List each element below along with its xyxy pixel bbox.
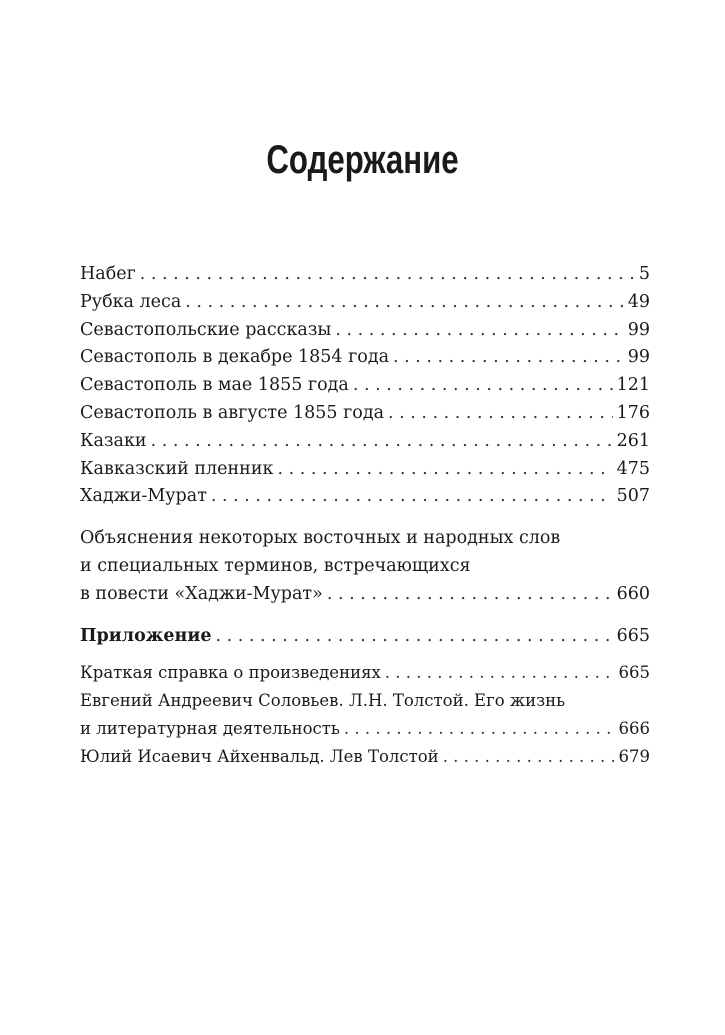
entry-title: Севастополь в декабре 1854 года: [80, 347, 390, 368]
entry-title: Рубка леса: [80, 291, 182, 312]
entry-page: 99: [627, 319, 650, 340]
entry-page: 666: [618, 718, 650, 738]
toc-entry[interactable]: [80, 486, 650, 514]
dot-leader: [388, 403, 613, 423]
entry-page: 121: [616, 375, 650, 396]
dot-leader: [277, 459, 612, 479]
toc-entry[interactable]: [80, 320, 650, 348]
dot-leader: [151, 431, 613, 451]
toc-entry[interactable]: [80, 691, 650, 747]
dot-leader: [140, 264, 635, 284]
toc-entry[interactable]: [80, 292, 650, 320]
dot-leader: [353, 375, 613, 395]
toc-entry[interactable]: [80, 347, 650, 375]
entry-title: Севастополь в августе 1855 года: [80, 402, 385, 423]
toc-entry[interactable]: [80, 431, 650, 459]
dot-leader: [393, 347, 624, 367]
entry-title: Юлий Исаевич Айхенвальд. Лев Толстой: [80, 746, 439, 766]
entry-title-line: в повести «Хаджи-Мурат»: [80, 583, 323, 604]
entry-page: 176: [616, 402, 650, 423]
entry-page: 5: [638, 264, 650, 284]
section-title: Приложение: [80, 625, 212, 646]
toc-section-appendix[interactable]: [80, 626, 650, 654]
entry-page: 660: [616, 583, 650, 604]
dot-leader: [185, 292, 623, 312]
dot-leader: [211, 486, 613, 506]
toc-entry[interactable]: [80, 663, 650, 691]
entry-title-line: Евгений Андреевич Соловьев. Л.Н. Толстой. Его жизнь: [80, 691, 566, 711]
toc-entry[interactable]: [80, 375, 650, 403]
entry-page: 475: [616, 458, 650, 479]
entry-title-line: и литературная деятельность: [80, 718, 340, 738]
dot-leader: [443, 747, 615, 766]
entry-title-line: и специальных терминов, встречающихся: [80, 555, 471, 576]
page-title: Содержание: [266, 138, 459, 182]
entry-title: Набег: [80, 264, 136, 284]
entry-title: Севастополь в мае 1855 года: [80, 375, 349, 396]
toc-entry[interactable]: [80, 747, 650, 775]
entry-page: 665: [618, 663, 650, 683]
toc-entry-glossary[interactable]: [80, 528, 650, 611]
entry-title: Севастопольские рассказы: [80, 319, 332, 340]
entry-title: Казаки: [80, 430, 147, 451]
table-of-contents: [80, 264, 650, 775]
entry-page: 507: [616, 486, 650, 507]
entry-page: 679: [618, 746, 650, 766]
section-page: 665: [616, 625, 650, 646]
toc-entry[interactable]: [80, 403, 650, 431]
dot-leader: [215, 626, 612, 646]
toc-entry[interactable]: [80, 459, 650, 487]
entry-title-line: Объяснения некоторых восточных и народных слов: [80, 528, 561, 549]
dot-leader: [335, 320, 623, 340]
entry-page: 261: [616, 430, 650, 451]
entry-page: 99: [627, 347, 650, 368]
entry-title: Кавказский пленник: [80, 458, 274, 479]
entry-title: Краткая справка о произведениях: [80, 663, 381, 683]
toc-entry[interactable]: [80, 264, 650, 292]
dot-leader: [327, 584, 613, 604]
dot-leader: [385, 663, 615, 682]
dot-leader: [344, 719, 615, 738]
entry-title: Хаджи-Мурат: [80, 486, 207, 507]
entry-page: 49: [627, 291, 650, 312]
